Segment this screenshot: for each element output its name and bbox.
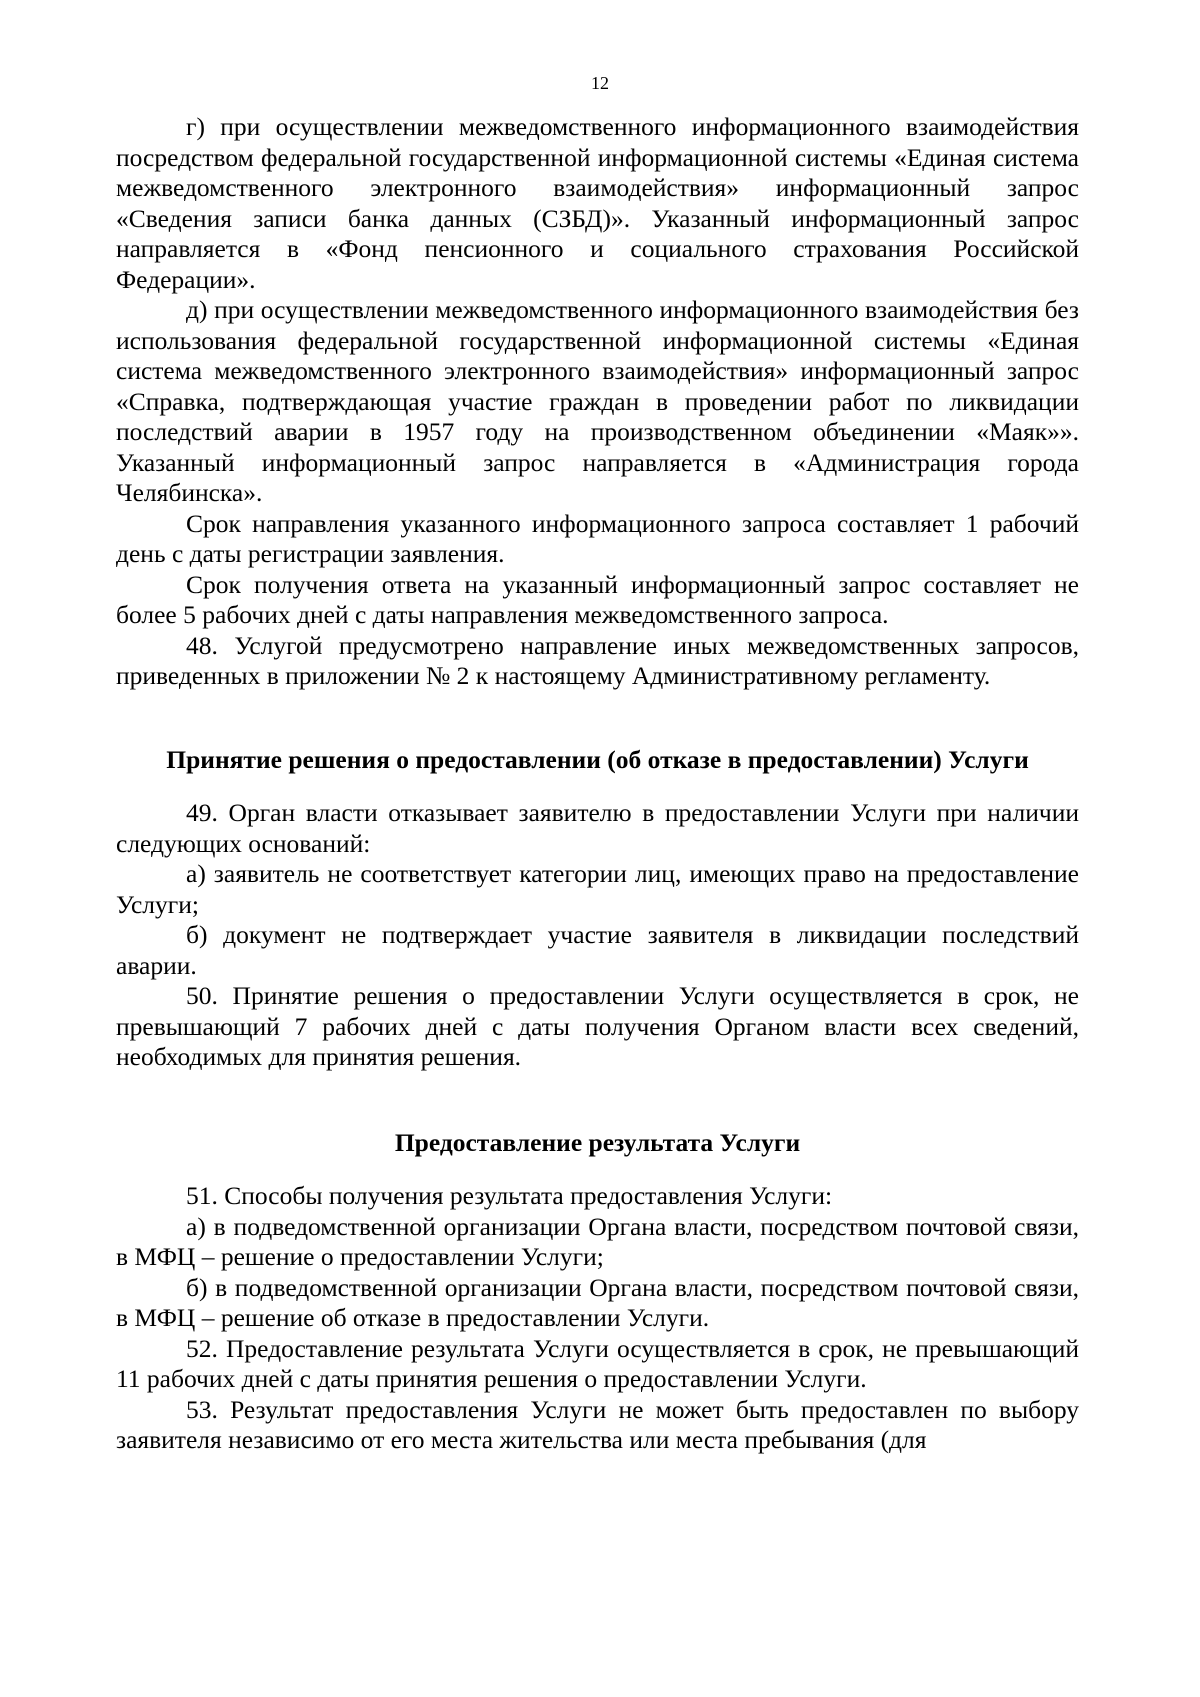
paragraph-49: 49. Орган власти отказывает заявителю в предоставлении Услуги при наличии следующих оснований: (116, 798, 1079, 858)
paragraph-51-a: а) в подведомственной организации Органа власти, посредством почтовой связи, в МФЦ – решение о предоставлении Услуги; (116, 1211, 1079, 1271)
paragraph-d: д) при осуществлении межведомственного информационного взаимодействия без использования федеральной государственной информационной системы «Единая система межведомственного электронного взаимодействия» информационный запрос «Справка, подтверждающая участие граждан в проведении работ по ликвидации последствий аварии в 1957 году на производственном объединении «Маяк»». Указанный информационный запрос направляется в «Администрация города Челябинска». (116, 295, 1079, 507)
paragraph-49-b: б) документ не подтверждает участие заявителя в ликвидации последствий аварии. (116, 920, 1079, 980)
paragraph-50: 50. Принятие решения о предоставлении Услуги осуществляется в срок, не превышающий 7 рабочих дней с даты получения Органом власти всех сведений, необходимых для принятия решения. (116, 981, 1079, 1071)
section-heading-decision: Принятие решения о предоставлении (об отказе в предоставлении) Услуги (166, 744, 1029, 774)
paragraph-51: 51. Способы получения результата предоставления Услуги: (186, 1181, 833, 1210)
paragraph-49-a: а) заявитель не соответствует категории лиц, имеющих право на предоставление Услуги; (116, 859, 1079, 919)
paragraph-g: г) при осуществлении межведомственного информационного взаимодействия посредством федеральной государственной информационной системы «Единая система межведомственного электронного взаимодействия» информационный запрос «Сведения записи банка данных (СЗБД)». Указанный информационный запрос направляется в «Фонд пенсионного и социального страхования Российской Федерации». (116, 112, 1079, 294)
paragraph-48: 48. Услугой предусмотрено направление иных межведомственных запросов, приведенных в приложении № 2 к настоящему Административному регламенту. (116, 630, 1079, 690)
paragraph-52: 52. Предоставление результата Услуги осуществляется в срок, не превышающий 11 рабочих дней с даты принятия решения о предоставлении Услуги. (116, 1333, 1079, 1393)
paragraph-request-term: Срок направления указанного информационного запроса составляет 1 рабочий день с даты регистрации заявления. (116, 508, 1079, 568)
paragraph-response-term: Срок получения ответа на указанный информационный запрос составляет не более 5 рабочих дней с даты направления межведомственного запроса. (116, 569, 1079, 629)
page-number: 12 (591, 73, 609, 93)
paragraph-51-b: б) в подведомственной организации Органа власти, посредством почтовой связи, в МФЦ – решение об отказе в предоставлении Услуги. (116, 1272, 1079, 1332)
section-heading-result: Предоставление результата Услуги (394, 1127, 801, 1157)
document-body (116, 112, 1079, 1456)
paragraph-53: 53. Результат предоставления Услуги не может быть предоставлен по выбору заявителя независимо от его места жительства или места пребывания (для (116, 1394, 1079, 1454)
